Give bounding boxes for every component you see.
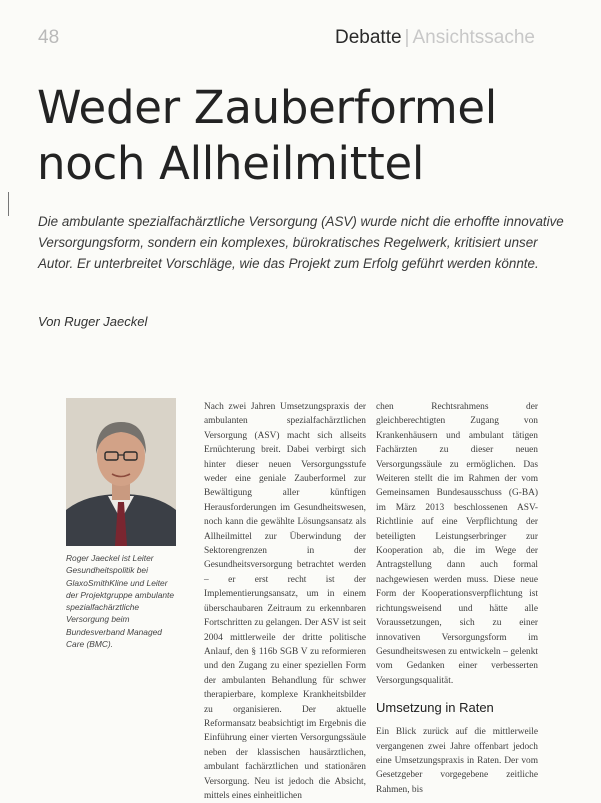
body-paragraph-2: chen Rechtsrahmens der gleichberechtigten Zugang von Krankenhäusern und ambulant tätigen Fachärzten zu dieser neuen Versorgungssäule zu ermöglichen. Das Weiteren stellt die im Rahmen der vom Gemeinsamen Bundesausschuss (G-BA) im März 2013 beschlossenen ASV-Richtlinie auf eine Verpflichtung der beteiligten Leistungserbringer zur Kooperation ab, die im Wege der Antragstellung dann auch formal nachgewiesen werden muss. Diese neue Form der Kooperationsverpflichtung ist richtungsweisend und hätte alle Voraussetzungen, sich zu einer innovativen Versorgungsform im Gesundheitswesen zu entwickeln – gelenkt vom Gedanken einer verbesserten Versorgungsqualität. (376, 402, 538, 686)
body-column-1 (204, 400, 366, 803)
body-subheading: Umsetzung in Raten (376, 700, 494, 716)
photo-caption: Roger Jaeckel ist Leiter Gesundheitspolitik bei GlaxoSmithKline und Leiter der Projektgruppe ambulante spezialfachärztliche Versorgung beim Bundesverband Managed Care (BMC). (66, 553, 175, 650)
headline-line-2: noch Allheilmittel (37, 137, 425, 190)
headline-line-1: Weder Zauberformel (37, 81, 497, 134)
section-title: Debatte (335, 27, 402, 48)
margin-mark (8, 192, 9, 216)
body-paragraph-3: Ein Blick zurück auf die mittlerweile vergangenen zwei Jahre offenbart jedoch eine Umsetzungspraxis in Raten. Der vom Gesetzgeber vorgegebene zeitliche Rahmen, bis (376, 727, 538, 795)
section-header (335, 27, 535, 49)
body-paragraph-1: Nach zwei Jahren Umsetzungspraxis der ambulanten spezialfachärztlichen Versorgung (ASV) macht sich allseits Ernüchterung breit. Dabei verbirgt sich hinter dieser neuen Versorgungsstufe weder eine geniale Zauberformel zur Bewältigung aller künftigen Herausforderungen im Gesundheitswesen, noch kann die gewählte Lösungsansatz als Allheilmittel zur Überwindung der Sektorengrenzen in der Gesundheitsversorgung betrachtet werden – er erst recht ist der Implementierungsansatz, um in einem überschaubaren Zeitraum zu erkennbaren Fortschritten zu gelangen. Der ASV ist seit 2004 mittlerweile der dritte politische Anlauf, den § 116b SGB V zu reformieren und den Zugang zu einer speziellen Form der ambulanten Behandlung für schwer therapierbare, komplexe Krankheitsbilder zu organisieren. Der aktuelle Reformansatz beabsichtigt im Ergebnis die Einführung einer vierten Versorgungssäule neben der klassischen hausärztlichen, ambulant fachärztlichen und stationären Versorgung. Neu ist jedoch die Absicht, mittels eines einheitlichen (204, 402, 366, 801)
article-headline (37, 80, 577, 192)
author-photo (66, 398, 176, 546)
body-column-2 (376, 400, 538, 797)
page-number: 48 (38, 27, 60, 48)
subsection-title: Ansichtssache (412, 27, 535, 48)
article-teaser: Die ambulante spezialfachärztliche Versorgung (ASV) wurde nicht die erhoffte innovative Versorgungsform, sondern ein komplexes, bürokratisches Regelwerk, kritisiert unser Autor. Er unterbreitet Vorschläge, wie das Projekt zum Erfolg geführt werden könnte. (38, 214, 564, 271)
section-separator: | (404, 27, 410, 48)
article-byline: Von Ruger Jaeckel (38, 314, 148, 329)
